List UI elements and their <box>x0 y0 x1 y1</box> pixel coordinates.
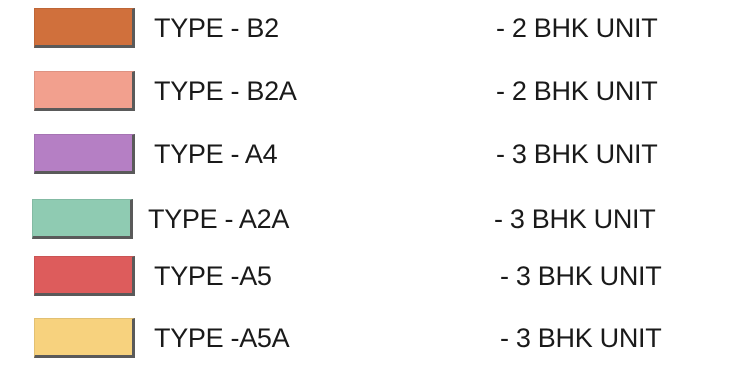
legend-row-b2 <box>0 8 743 54</box>
unit-label-a5: - 3 BHK UNIT <box>500 261 662 291</box>
type-label-b2: TYPE - B2 <box>154 13 279 43</box>
unit-label-a2a: - 3 BHK UNIT <box>494 204 656 234</box>
type-label-a4: TYPE - A4 <box>154 139 278 169</box>
legend-row-a5a <box>0 318 743 364</box>
type-label-a5a: TYPE -A5A <box>154 323 290 353</box>
unit-label-a5a: - 3 BHK UNIT <box>500 323 662 353</box>
legend-row-a5 <box>0 256 743 302</box>
color-swatch-b2 <box>34 8 135 48</box>
unit-label-b2a: - 2 BHK UNIT <box>496 76 658 106</box>
legend-row-a4 <box>0 134 743 180</box>
color-swatch-a5a <box>34 318 135 358</box>
type-label-b2a: TYPE - B2A <box>154 76 297 106</box>
color-swatch-a2a <box>32 199 133 239</box>
unit-label-b2: - 2 BHK UNIT <box>496 13 658 43</box>
color-swatch-b2a <box>34 71 135 111</box>
legend-row-b2a <box>0 71 743 117</box>
color-swatch-a4 <box>34 134 135 174</box>
unit-label-a4: - 3 BHK UNIT <box>496 139 658 169</box>
color-swatch-a5 <box>34 256 135 296</box>
type-label-a2a: TYPE - A2A <box>148 204 290 234</box>
legend-row-a2a <box>0 199 743 245</box>
type-label-a5: TYPE -A5 <box>154 261 272 291</box>
